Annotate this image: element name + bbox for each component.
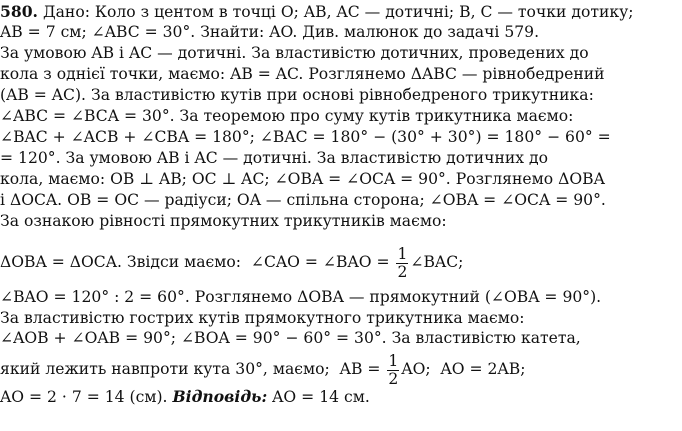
final-calculation: AO = 2 · 7 = 14 (см).: [0, 388, 173, 406]
fraction-denominator: 2: [397, 262, 408, 281]
problem-line-4: кола з однієї точки, маємо: AB = AC. Розглянемо ΔABC — рівнобедрений: [0, 65, 605, 83]
problem-line-10: і ΔOCA. OB = OC — радіуси; OA — спільна сторона; ∠OBA = ∠OCA = 90°.: [0, 191, 606, 209]
final-line: [0, 387, 680, 407]
fraction-one-half-2: [387, 353, 399, 388]
answer-value: AO = 14 см.: [267, 388, 370, 406]
fraction-denominator: 2: [388, 369, 399, 388]
fraction-numerator: 1: [388, 351, 399, 370]
problem-line-3: За умовою AB і AC — дотичні. За властивістю дотичних, проведених до: [0, 44, 589, 62]
problem-number: 580.: [0, 2, 38, 21]
problem-line-9: кола, маємо: OB ⊥ AB; OC ⊥ AC; ∠OBA = ∠OCA = 90°. Розглянемо ΔOBA: [0, 170, 605, 188]
equation-2-right: AO; AO = 2AB;: [401, 360, 526, 378]
fraction-numerator: 1: [397, 244, 408, 263]
equation-1: [0, 242, 680, 282]
problem-line-11: За ознакою рівності прямокутних трикутників маємо:: [0, 212, 447, 230]
problem-line-7: ∠BAC + ∠ACB + ∠CBA = 180°; ∠BAC = 180° − (30° + 30°) = 180° − 60° =: [0, 128, 611, 146]
equation-2: [0, 349, 680, 389]
equation-1-right: ∠BAC;: [410, 253, 464, 271]
problem-line-6: ∠ABC = ∠BCA = 30°. За теоремою про суму кутів трикутника маємо:: [0, 107, 574, 125]
problem-line-13: За властивістю гострих кутів прямокутного трикутника маємо:: [0, 309, 525, 327]
problem-line-14: ∠AOB + ∠OAB = 90°; ∠BOA = 90° − 60° = 30°. За властивістю катета,: [0, 329, 581, 347]
problem-text: Дано: Коло з центом в точці O; AB, AC — дотичні; B, C — точки дотику;: [42, 3, 634, 21]
equation-1-left: ΔOBA = ΔOCA. Звідси маємо: ∠CAO = ∠BAO =: [0, 253, 395, 271]
problem-line-5: (AB = AC). За властивістю кутів при основі рівнобедреного трикутника:: [0, 86, 594, 104]
problem-line-2: AB = 7 см; ∠ABC = 30°. Знайти: AO. Див. малюнок до задачі 579.: [0, 23, 540, 41]
equation-2-left: який лежить навпроти кута 30°, маємо; AB =: [0, 360, 386, 378]
problem-line-12: ∠BAO = 120° : 2 = 60°. Розглянемо ΔOBA — прямокутний (∠OBA = 90°).: [0, 288, 602, 306]
answer-label: Відповідь:: [172, 387, 268, 406]
problem-line-8: = 120°. За умовою AB і AC — дотичні. За властивістю дотичних до: [0, 149, 549, 167]
problem-line-1: [0, 2, 680, 22]
fraction-one-half: [396, 246, 408, 281]
